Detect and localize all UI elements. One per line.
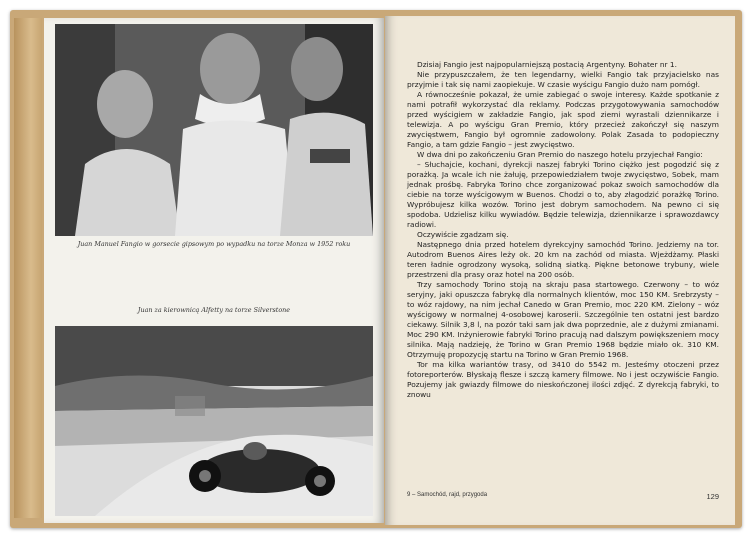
left-page (44, 18, 384, 523)
paragraph: – Słuchajcie, kochani, dyrekcji naszej fabryki Torino ciężko jest pogodzić się z porażką. Ja wcale ich nie żałuję, przepowiedziałem twoje zwycięstwo, Sobek, mam jednak prośbę. Fabryka Torino chce zorganizować pokaz swoich samochodów dla ciebie na torze wyścigowym w Buenos. Chodzi o to, aby złagodzić porażkę Torino. Wypróbujesz kilka wozów. Torino jest dobrym samochodem. Na pewno ci się spodoba. Udzielisz kilku wywiadów. Będzie telewizja, dziennikarze i sprawozdawcy radiowi. (407, 160, 719, 229)
right-page (385, 16, 735, 525)
paragraph: W dwa dni po zakończeniu Gran Premio do naszego hotelu przyjechał Fangio: (417, 150, 703, 159)
page-number: 129 (706, 492, 719, 501)
paragraph: Tor ma kilka wariantów trasy, od 3410 do 5542 m. Jesteśmy otoczeni przez fotoreporterów. Błyskają flesze i szczą kamery filmowe. No i jest oczywiście Fangio. Pozujemy jak gwiazdy filmowe do nieskończonej ilości zdjęć. Z dyrekcją fabryki, to znowu (407, 360, 719, 399)
photo-fangio-plaster-corset-art (55, 24, 373, 236)
photo-caption-bottom: Juan za kierownicą Alfetty na torze Silverstone (137, 306, 291, 314)
paragraph: Oczywiście zgadzam się. (417, 230, 509, 239)
chapter-footnote: 9 – Samochód, rajd, przygoda (407, 492, 488, 498)
paragraph: Dzisiaj Fangio jest najpopularniejszą postacią Argentyny. Bohater nr 1. (417, 60, 677, 69)
paragraph: Następnego dnia przed hotelem dyrekcyjny samochód Torino. Jedziemy na tor. Autodrom Buenos Aires leży ok. 20 km na zachód od miasta. Wjeżdżamy. Płaski teren ładnie ogrodzony wysoką, solidną siatką. Piękne betonowe trybuny, wiele przestrzeni dla prasy oraz hotel na 200 osób. (407, 240, 719, 279)
page-footer (407, 492, 719, 501)
body-text (407, 60, 719, 400)
open-book (10, 10, 742, 528)
paragraph: A równocześnie pokazał, że umie zabiegać o swoje interesy. Każde spotkanie z nami potrafił wykorzystać dla reklamy. Podczas przygotowywania samochodów przed wyścigiem w zakładzie Fangio, jak spod ziemi wyrastali dziennikarze i telewizja. A po wyścigu Gran Premio, który przecież zakończył się naszym zwycięstwem, Fangio był ogromnie zadowolony. Polak Zasada to podopieczny Fangio, a tam gdzie Fangio – jest zwycięstwo. (407, 90, 719, 149)
photo-alfetta-silverstone-art (55, 326, 373, 516)
photo-caption-top: Juan Manuel Fangio w gorsecie gipsowym po wypadku na torze Monza w 1952 roku (77, 240, 351, 248)
book-cover-edge (14, 18, 42, 518)
photo-alfetta-silverstone (55, 326, 373, 516)
photo-fangio-plaster-corset (55, 24, 373, 236)
paragraph: Nie przypuszczałem, że ten legendarny, wielki Fangio tak przyjacielsko nas przyjmie i tak się nami zaopiekuje. W czasie wyścigu Fangio dużo nam pomógł. (407, 70, 719, 89)
paragraph: Trzy samochody Torino stoją na skraju pasa startowego. Czerwony – to wóz seryjny, jaki opuszcza fabrykę dla normalnych klientów, moc 150 KM. Srebrzysty – to wóz rajdowy, na nim jechał Canedo w Gran Premio, moc 220 KM. Zielony – wóz wyścigowy w normalnej 4-osobowej karoserii. Szczególnie ten ostatni jest bardzo ciekawy. Silnik 3,8 l, na pozór taki sam jak dwa poprzednie, ale z dużymi zmianami. Moc 290 KM. Inżynierowie fabryki Torino pracują nad dalszym powiększeniem mocy silnika. Mają nadzieję, że Torino w Gran Premio 1968 będzie miało ok. 310 KM. Otrzymuję propozycję startu na Torino w Gran Premio 1968. (407, 280, 719, 359)
